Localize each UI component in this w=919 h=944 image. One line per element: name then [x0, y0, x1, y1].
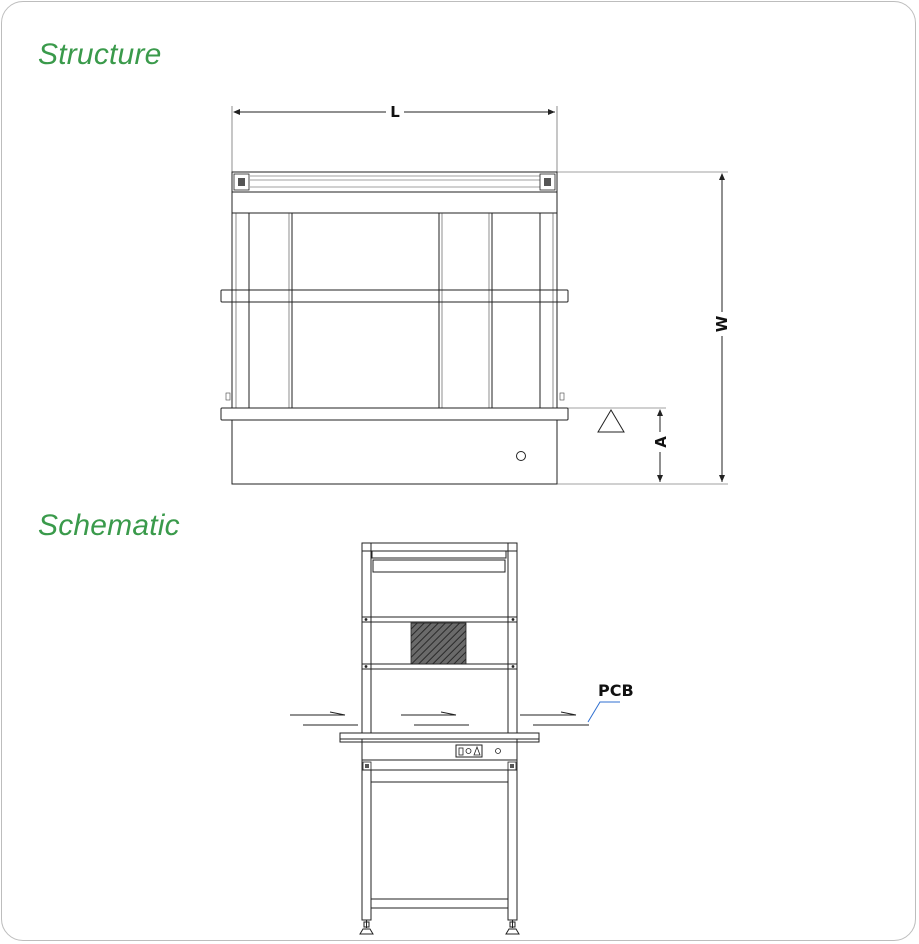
- schematic-drawing: [290, 543, 634, 934]
- width-dimension: [557, 172, 731, 484]
- lower-crossbar: [221, 408, 568, 420]
- indicator-icon: [466, 749, 471, 754]
- lower-frame: [362, 770, 517, 920]
- triangle-symbol: [598, 410, 624, 432]
- height-label: A: [652, 436, 670, 448]
- frame-body: [226, 213, 564, 408]
- top-rail: [232, 172, 557, 192]
- pcb-label: PCB: [598, 681, 634, 700]
- conveyor-rail: [340, 733, 539, 739]
- shelf-upper: [362, 617, 517, 622]
- schematic-top-bar: [362, 543, 517, 551]
- leveling-feet: [360, 920, 519, 934]
- base-cabinet: [232, 420, 557, 484]
- shelf-lower: [362, 664, 517, 669]
- pcb-leader-line: [588, 702, 620, 722]
- length-label: L: [390, 103, 400, 121]
- height-dimension: [568, 408, 670, 482]
- bottom-bar: [371, 899, 508, 908]
- structure-title: Structure: [38, 38, 162, 71]
- structure-drawing: [221, 103, 731, 484]
- knob-icon: [496, 749, 501, 754]
- upper-panel: [232, 192, 557, 213]
- length-dimension: [232, 103, 557, 172]
- middle-crossbar: [221, 290, 568, 302]
- light-housing: [373, 560, 505, 572]
- left-upright: [362, 543, 371, 733]
- power-switch-icon: [459, 748, 463, 755]
- schematic-title: Schematic: [38, 509, 180, 542]
- pcb-callout: [588, 681, 634, 722]
- control-panel: [362, 742, 517, 760]
- right-upright: [508, 543, 517, 733]
- pcb-flow-arrows: [290, 712, 589, 725]
- width-label: W: [713, 315, 731, 333]
- warning-icon: [474, 747, 480, 755]
- hatched-panel: [411, 623, 466, 664]
